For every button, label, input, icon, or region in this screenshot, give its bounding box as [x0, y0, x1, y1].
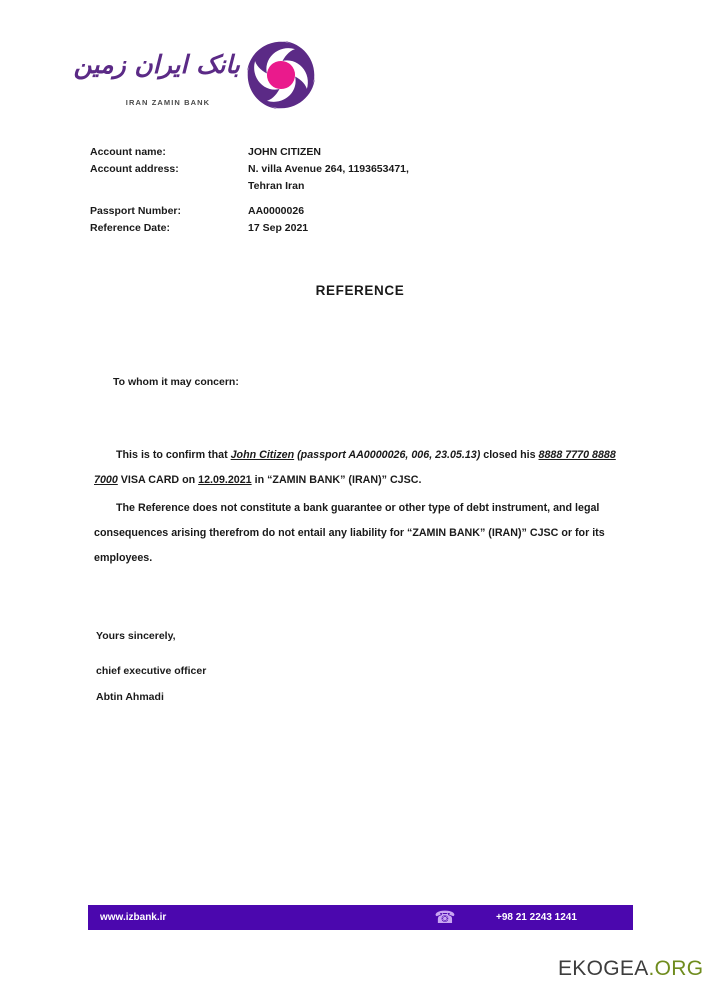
- detail-label: Passport Number:: [90, 205, 182, 217]
- watermark: [558, 957, 703, 981]
- confirmation-mid1: closed his: [480, 449, 539, 461]
- telephone-icon: ☎: [434, 908, 456, 927]
- signatory-name: Abtin Ahmadi: [96, 691, 164, 703]
- detail-value: Tehran Iran: [248, 180, 305, 192]
- body-paragraph-disclaimer: The Reference does not constitute a bank guarantee or other type of debt instrument, and legal consequences arising therefrom do not entail any liability for “ZAMIN BANK” (IRAN)” CJSC or for its employees.: [94, 502, 605, 564]
- confirmation-mid2: VISA CARD on: [117, 474, 199, 486]
- bank-wordmark: [73, 42, 240, 107]
- detail-row-reference-date: [90, 220, 550, 237]
- watermark-main: EKOGEA: [558, 957, 649, 980]
- bank-name-farsi: بانک ایران زمین: [73, 50, 240, 79]
- watermark-tld: .ORG: [648, 957, 704, 980]
- signatory-role: chief executive officer: [96, 665, 207, 677]
- salutation: To whom it may concern:: [113, 376, 239, 388]
- detail-label: Account name:: [90, 146, 166, 158]
- letter-body: [94, 443, 634, 571]
- card-number: 8888 7770 8888 7000: [94, 449, 616, 486]
- detail-row-account-address: [90, 161, 550, 178]
- passport-detail: (passport AA0000026, 006, 23.05.13): [294, 449, 481, 461]
- body-paragraph-confirmation: [94, 443, 634, 493]
- footer-phone-number: +98 21 2243 1241: [496, 912, 577, 923]
- confirmation-tail: in “ZAMIN BANK” (IRAN)” CJSC.: [251, 474, 422, 486]
- detail-value: JOHN CITIZEN: [248, 146, 321, 158]
- detail-row-account-address-line2: [90, 178, 550, 195]
- swirl-logo-icon: [244, 38, 318, 112]
- confirmation-lead: This is to confirm that: [116, 449, 231, 461]
- detail-value: N. villa Avenue 264, 1193653471,: [248, 163, 409, 175]
- close-date: 12.09.2021: [198, 474, 252, 486]
- detail-row-account-name: [90, 144, 550, 161]
- footer-website-link[interactable]: www.izbank.ir: [100, 912, 167, 923]
- detail-value: 17 Sep 2021: [248, 222, 309, 234]
- detail-label: Reference Date:: [90, 222, 170, 234]
- bank-name-latin: IRAN ZAMIN BANK: [125, 98, 211, 107]
- letterhead: [73, 38, 338, 124]
- account-details: [90, 144, 550, 237]
- page-title: REFERENCE: [315, 283, 405, 298]
- customer-name: John Citizen: [230, 449, 295, 461]
- detail-row-passport-number: [90, 203, 550, 220]
- detail-label: Account address:: [90, 163, 179, 175]
- detail-value: AA0000026: [248, 205, 305, 217]
- closing-line: Yours sincerely,: [96, 630, 176, 642]
- signature-block: [96, 628, 206, 706]
- detail-label: [90, 178, 248, 195]
- footer-bar: [88, 905, 633, 930]
